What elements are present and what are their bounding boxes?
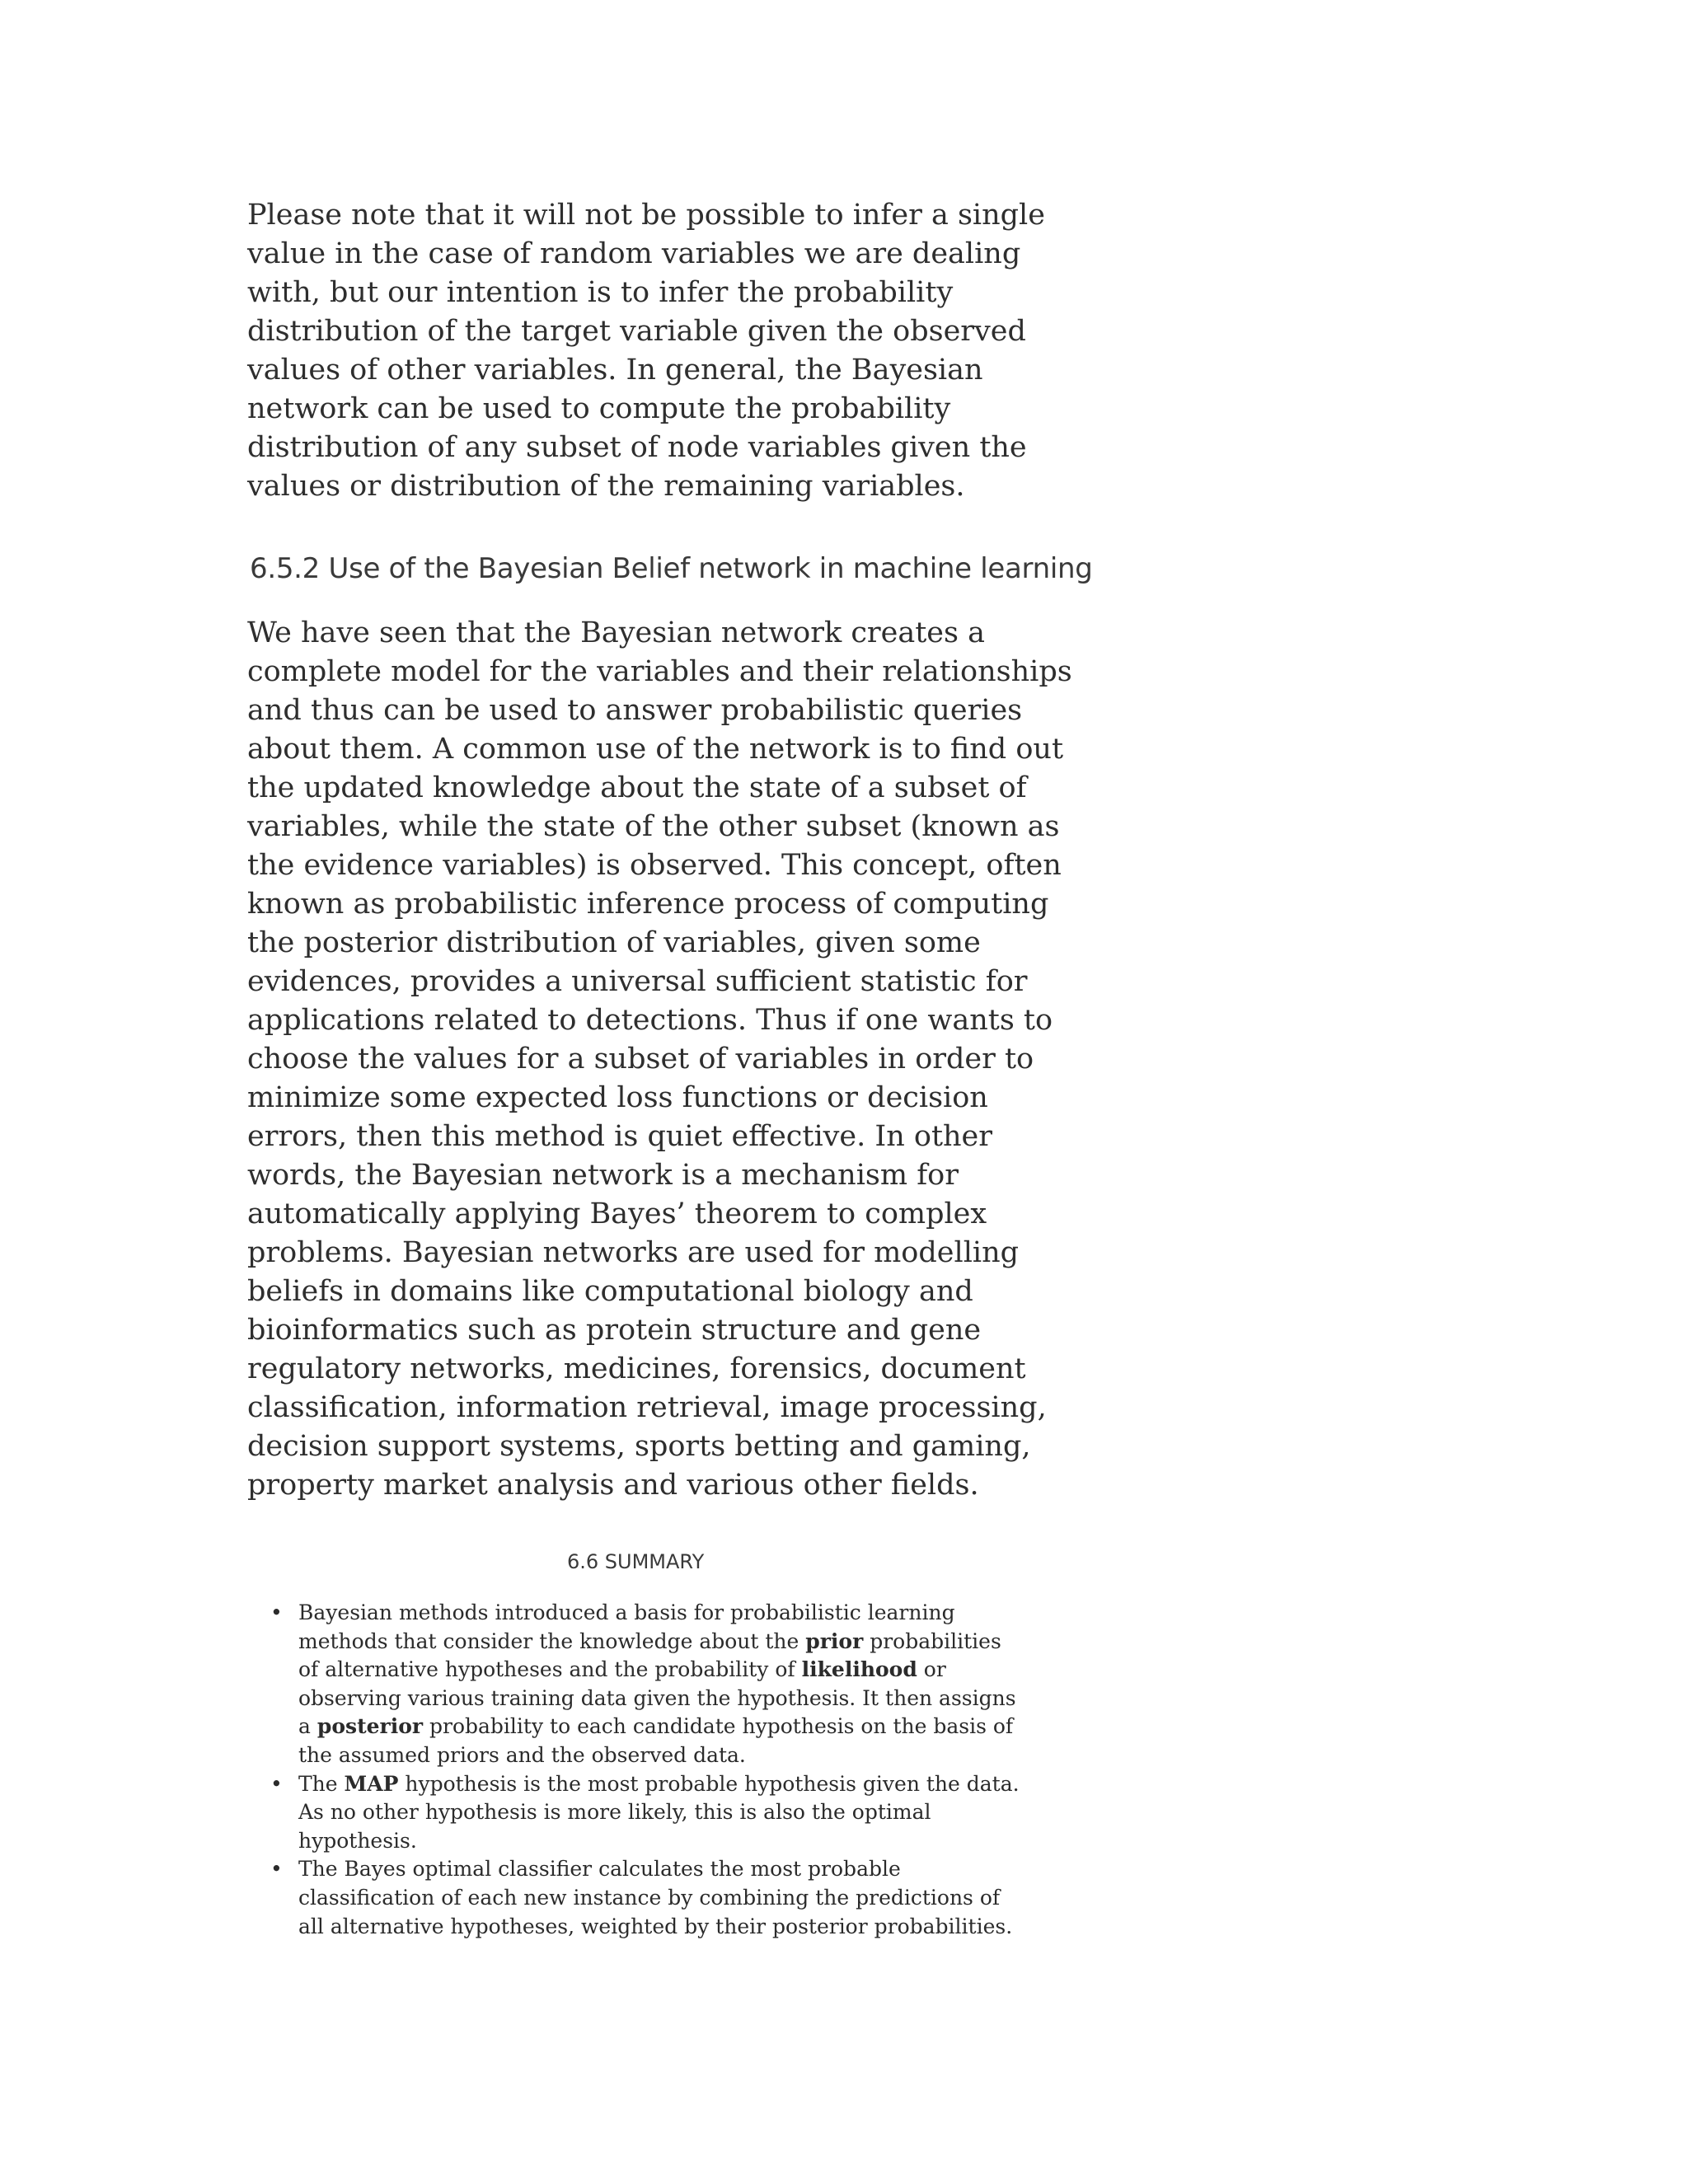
paragraph-line: minimize some expected loss functions or decision	[247, 1081, 988, 1114]
paragraph-line: automatically applying Bayes’ theorem to complex	[247, 1197, 987, 1230]
paragraph-line: bioinformatics such as protein structure and gene	[247, 1314, 982, 1347]
summary-line	[298, 1798, 1022, 1827]
summary-line	[298, 1685, 1022, 1713]
paragraph-bayesian-network-use	[247, 614, 1071, 1505]
summary-line	[298, 1628, 1022, 1657]
bullet-icon: •	[270, 1771, 283, 1796]
paragraph-line: the evidence variables) is observed. This concept, often	[247, 849, 1062, 882]
paragraph-line: known as probabilistic inference process of computing	[247, 888, 1049, 921]
summary-text: or	[917, 1657, 946, 1682]
summary-text: Bayesian methods introduced a basis for probabilistic learning	[298, 1601, 955, 1624]
bold-term: MAP	[344, 1771, 399, 1796]
paragraph-line: choose the values for a subset of variables in order to	[247, 1043, 1034, 1076]
paragraph-line: regulatory networks, medicines, forensics, document	[247, 1352, 1026, 1385]
summary-heading: 6.6 SUMMARY	[567, 1550, 705, 1573]
paragraph-line: the updated knowledge about the state of a subset of	[247, 771, 1027, 804]
paragraph-line: the posterior distribution of variables, given some	[247, 926, 981, 959]
bold-term: posterior	[316, 1714, 424, 1739]
paragraph-line: distribution of any subset of node variables given the	[247, 431, 1027, 464]
summary-text: a	[298, 1714, 317, 1739]
paragraph-line: classification, information retrieval, image processing,	[247, 1391, 1047, 1424]
summary-text: The Bayes optimal classifier calculates the most probable	[298, 1857, 901, 1882]
summary-line	[298, 1913, 1022, 1942]
summary-line	[298, 1656, 1022, 1685]
summary-text: observing various training data given the hypothesis. It then assigns	[298, 1685, 1016, 1710]
paragraph-line: beliefs in domains like computational biology and	[247, 1275, 973, 1308]
paragraph-line: values of other variables. In general, the Bayesian	[247, 354, 983, 387]
summary-line	[298, 1770, 1022, 1799]
paragraph-line: complete model for the variables and their relationships	[247, 655, 1072, 688]
paragraph-line: problems. Bayesian networks are used for modelling	[247, 1236, 1020, 1269]
summary-line	[298, 1855, 1022, 1884]
paragraph-bayesian-inference	[247, 196, 1071, 506]
paragraph-line: with, but our intention is to infer the probability	[247, 276, 954, 309]
summary-line	[298, 1599, 1022, 1628]
summary-text: probabilities	[863, 1629, 1001, 1653]
bold-term: prior	[805, 1629, 864, 1653]
summary-text: of alternative hypotheses and the probability of	[298, 1657, 802, 1682]
paragraph-line: applications related to detections. Thus if one wants to	[247, 1004, 1053, 1037]
paragraph-line: value in the case of random variables we are dealing	[247, 237, 1021, 270]
summary-list-item	[264, 1855, 1022, 1941]
paragraph-line: words, the Bayesian network is a mechanism for	[247, 1159, 959, 1192]
bullet-icon: •	[270, 1601, 283, 1624]
paragraph-line: variables, while the state of the other subset (known as	[247, 810, 1060, 843]
summary-list-item	[264, 1770, 1022, 1856]
paragraph-line: network can be used to compute the probability	[247, 392, 951, 425]
paragraph-line: decision support systems, sports betting and gaming,	[247, 1430, 1031, 1463]
paragraph-line: and thus can be used to answer probabilistic queries	[247, 694, 1023, 727]
summary-bullet-list	[264, 1599, 1022, 1941]
paragraph-line: We have seen that the Bayesian network creates a	[247, 616, 985, 649]
summary-text: hypothesis is the most probable hypothesis given the data.	[398, 1771, 1020, 1796]
bold-term: likelihood	[801, 1657, 917, 1682]
paragraph-line: Please note that it will not be possible to infer a single	[247, 199, 1045, 232]
summary-line	[298, 1827, 1022, 1856]
paragraph-line: evidences, provides a universal sufficient statistic for	[247, 965, 1028, 998]
summary-text: all alternative hypotheses, weighted by their posterior probabilities.	[298, 1914, 1013, 1938]
paragraph-line: property market analysis and various other fields.	[247, 1469, 979, 1502]
paragraph-line: values or distribution of the remaining variables.	[247, 470, 965, 503]
summary-line	[298, 1713, 1022, 1741]
paragraph-line: distribution of the target variable given the observed	[247, 315, 1026, 348]
summary-list-item	[264, 1599, 1022, 1770]
paragraph-line: errors, then this method is quiet effective. In other	[247, 1120, 993, 1153]
paragraph-line: about them. A common use of the network is to find out	[247, 733, 1064, 766]
bullet-icon: •	[270, 1857, 283, 1882]
summary-line	[298, 1741, 1022, 1770]
summary-text: methods that consider the knowledge about the	[298, 1629, 806, 1653]
summary-text: classification of each new instance by combining the predictions of	[298, 1885, 1001, 1910]
summary-text: As no other hypothesis is more likely, this is also the optimal	[298, 1800, 931, 1825]
summary-text: hypothesis.	[298, 1828, 417, 1853]
summary-text: the assumed priors and the observed data.	[298, 1742, 746, 1767]
summary-text: The	[298, 1771, 345, 1796]
summary-line	[298, 1884, 1022, 1913]
summary-text: probability to each candidate hypothesis on the basis of	[423, 1714, 1014, 1739]
section-heading: 6.5.2 Use of the Bayesian Belief network in machine learning	[250, 552, 1093, 585]
